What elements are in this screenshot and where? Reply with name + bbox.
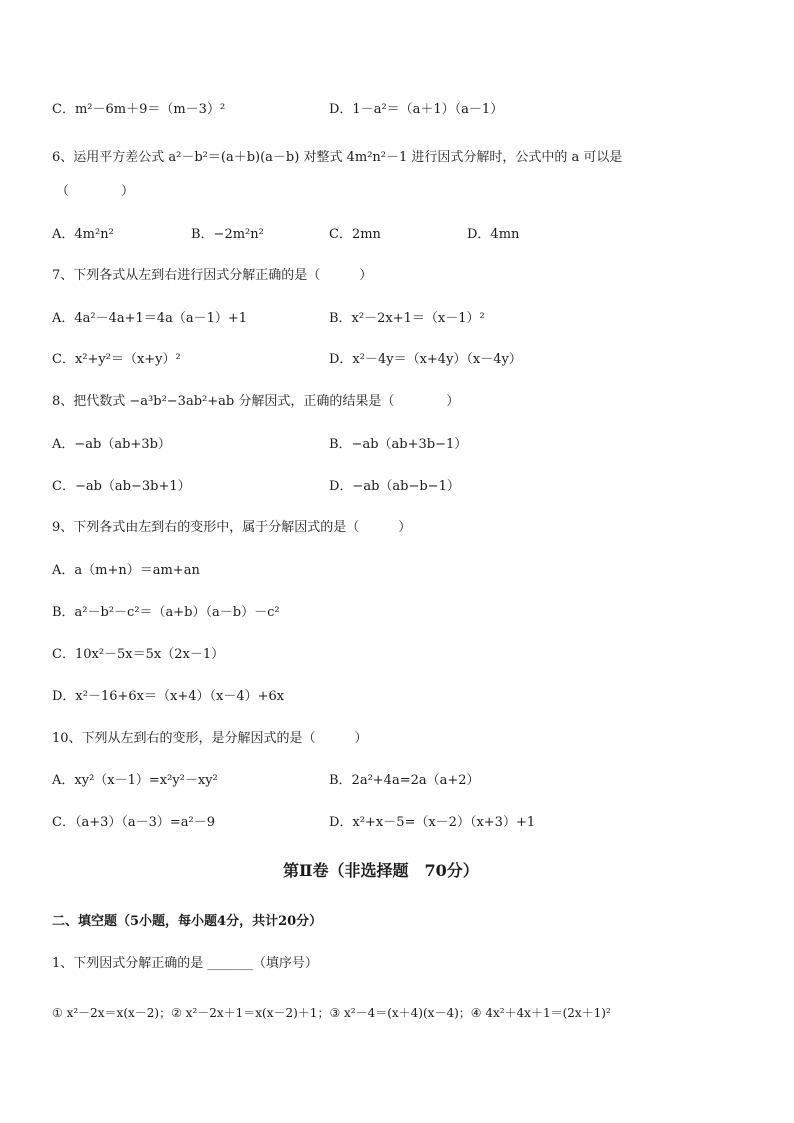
q8-option-b: B．−ab（ab+3b−1） — [329, 437, 468, 452]
q5-option-c: C．m²－6m＋9＝（m－3）² — [52, 102, 226, 117]
q7-option-a: A．4a²－4a+1＝4a（a－1）+1 — [52, 311, 248, 326]
q10-option-d: D．x²+x－5=（x－2）（x+3）+1 — [329, 815, 536, 830]
q5-option-d: D．1－a²＝（a＋1）（a－1） — [329, 102, 504, 117]
fill1-stem: 1、下列因式分解正确的是 _______（填序号） — [52, 956, 318, 971]
q8-option-d: D．−ab（ab−b−1） — [329, 479, 460, 494]
q7-option-b: B．x²－2x+1＝（x－1）² — [329, 311, 485, 326]
q10-stem: 10、下列从左到右的变形，是分解因式的是（ ） — [52, 731, 368, 746]
q6-option-a: A．4m²n² — [52, 227, 114, 242]
section-subtitle: 二、填空题（5小题，每小题4分，共计20分） — [52, 914, 323, 929]
fill1-options: ① x²－2x＝x(x－2)；② x²－2x＋1＝x(x－2)＋1；③ x²－4＝(x＋4)(x－4)；④ 4x²＋4x＋1＝(2x＋1)² — [52, 1006, 611, 1020]
q7-option-c: C．x²+y²＝（x+y）² — [52, 352, 181, 367]
q7-stem: 7、下列各式从左到右进行因式分解正确的是（ ） — [52, 268, 373, 283]
q7-option-d: D．x²－4y＝（x+4y）（x－4y） — [329, 352, 522, 367]
q9-stem: 9、下列各式由左到右的变形中，属于分解因式的是（ ） — [52, 520, 412, 535]
q8-option-c: C．−ab（ab−3b+1） — [52, 479, 191, 494]
q8-option-a: A．−ab（ab+3b） — [52, 437, 171, 452]
q10-option-c: C．（a+3）（a－3）=a²－9 — [52, 815, 216, 830]
section-title: 第Ⅱ卷（非选择题 70分） — [283, 861, 479, 880]
q9-option-a: A．a（m+n）＝am+an — [52, 563, 200, 578]
q9-option-c: C．10x²－5x＝5x（2x－1） — [52, 647, 225, 662]
q6-answer-paren: （ ） — [56, 184, 135, 199]
q6-option-c: C．2mn — [329, 227, 381, 242]
q6-stem: 6、运用平方差公式 a²－b²＝(a＋b)(a－b) 对整式 4m²n²－1 进行因式分解时，公式中的 a 可以是 — [52, 150, 623, 165]
q8-stem: 8、把代数式 −a³b²−3ab²+ab 分解因式，正确的结果是（ ） — [52, 394, 460, 409]
q9-option-b: B．a²－b²－c²＝（a+b）（a－b）－c² — [52, 605, 280, 620]
q10-option-a: A．xy²（x－1）=x²y²－xy² — [52, 773, 218, 788]
q6-option-b: B．−2m²n² — [191, 227, 264, 242]
q9-option-d: D．x²－16+6x＝（x+4）（x－4）+6x — [52, 689, 285, 704]
q10-option-b: B．2a²+4a=2a（a+2） — [329, 773, 480, 788]
q6-option-d: D．4mn — [467, 227, 520, 242]
